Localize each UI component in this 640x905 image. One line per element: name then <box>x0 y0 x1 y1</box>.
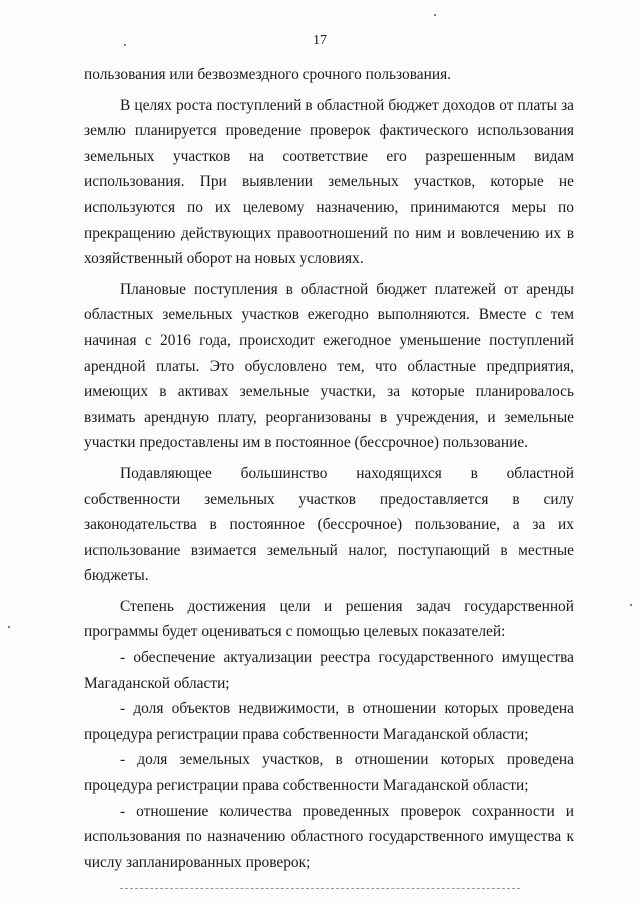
paragraph: Степень достижения цели и решения задач государственной программы будет оцениваться с помощью целевых показателей: <box>84 597 574 641</box>
list-item: - доля земельных участков, в отношении которых проведена процедура регистрации права собственности Магаданской области; <box>84 751 574 795</box>
scan-speck <box>630 604 632 606</box>
document-body <box>84 62 574 875</box>
list-item: - доля объектов недвижимости, в отношении которых проведена процедура регистрации права собственности Магаданской области; <box>84 700 574 743</box>
scan-speck <box>124 44 126 46</box>
scan-speck <box>8 626 10 628</box>
list-item: - обеспечение актуализации реестра государственного имущества Магаданской области; <box>84 649 574 692</box>
scan-speck <box>434 14 436 16</box>
paragraph: В целях роста поступлений в областной бюджет доходов от платы за землю планируется проведение проверок фактического использования земельных участков на соответствие его разрешенным видам использования. При выявлении земельных участков, которые не используются по их целевому назначению, принимаются меры по прекращению действующих правоотношений по ним и вовлечению их в хозяйственный оборот на новых условиях. <box>84 96 574 268</box>
paragraph: Плановые поступления в областной бюджет платежей от аренды областных земельных участков ежегодно выполняются. Вместе с тем начиная с 2016 года, происходит ежегодное уменьшение поступлений арендной платы. Это обусловлено тем, что областные предприятия, имеющих в активах земельные участки, за которые планировалось взимать арендную плату, реорганизованы в учреждения, и земельные участки предоставлены им в постоянное (бессрочное) пользование. <box>84 280 574 452</box>
paragraph: пользования или безвозмездного срочного пользования. <box>84 66 452 83</box>
paragraph: Подавляющее большинство находящихся в областной собственности земельных участков предоставляется в силу законодательства в постоянное (бессрочное) пользование, а за их использование взимается земельный налог, поступающий в местные бюджеты. <box>84 464 574 585</box>
page-number: 17 <box>313 33 327 48</box>
list-item: - отношение количества проведенных проверок сохранности и использования по назначению областного государственного имущества к числу запланированных проверок; <box>84 802 574 871</box>
scan-edge-rule <box>120 888 520 890</box>
